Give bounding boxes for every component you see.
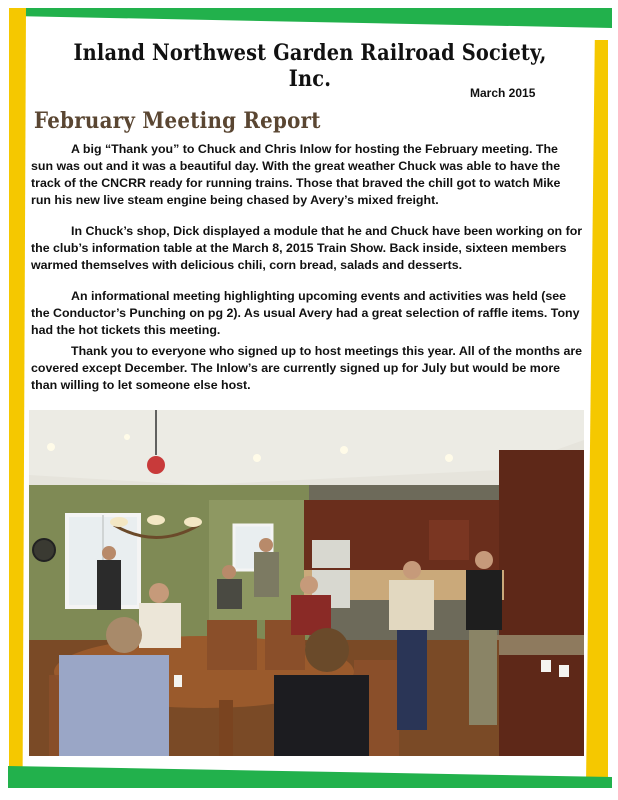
- left-border-bar: [9, 8, 26, 778]
- top-border-bar: [12, 8, 612, 28]
- article-paragraph: An informational meeting highlighting upcoming events and activities was held (see the Conductor’s Punching on pg 2). As usual Avery had a great selection of raffle items. Tony had the hot tickets this meeting.: [31, 289, 580, 337]
- right-border-bar: [586, 40, 608, 785]
- newsletter-title: Inland Northwest Garden Railroad Society, Inc.: [73, 40, 547, 92]
- meeting-photo-illustration: [29, 410, 584, 756]
- meeting-photo: [29, 410, 584, 756]
- article-paragraph: In Chuck’s shop, Dick displayed a module that he and Chuck have been working on for the club’s information table at the March 8, 2015 Train Show. Back inside, sixteen members warmed themselves with delicious chili, corn bread, salads and desserts.: [31, 224, 583, 272]
- article-heading: February Meeting Report: [34, 108, 321, 134]
- bottom-border-bar: [8, 766, 612, 788]
- article-paragraph: A big “Thank you” to Chuck and Chris Inlow for hosting the February meeting. The sun was out and it was a beautiful day. With the great weather Chuck was able to have the track of the CNCRR ready for running trains. Those that braved the chill got to watch Mike run his new live steam engine being chased by Avery’s mixed freight.: [31, 142, 561, 207]
- article-paragraph: Thank you to everyone who signed up to host meetings this year. All of the months are covered except December. The Inlow’s are currently signed up for July but would be more than willing to let someone else host.: [31, 344, 583, 392]
- issue-date: March 2015: [470, 86, 536, 100]
